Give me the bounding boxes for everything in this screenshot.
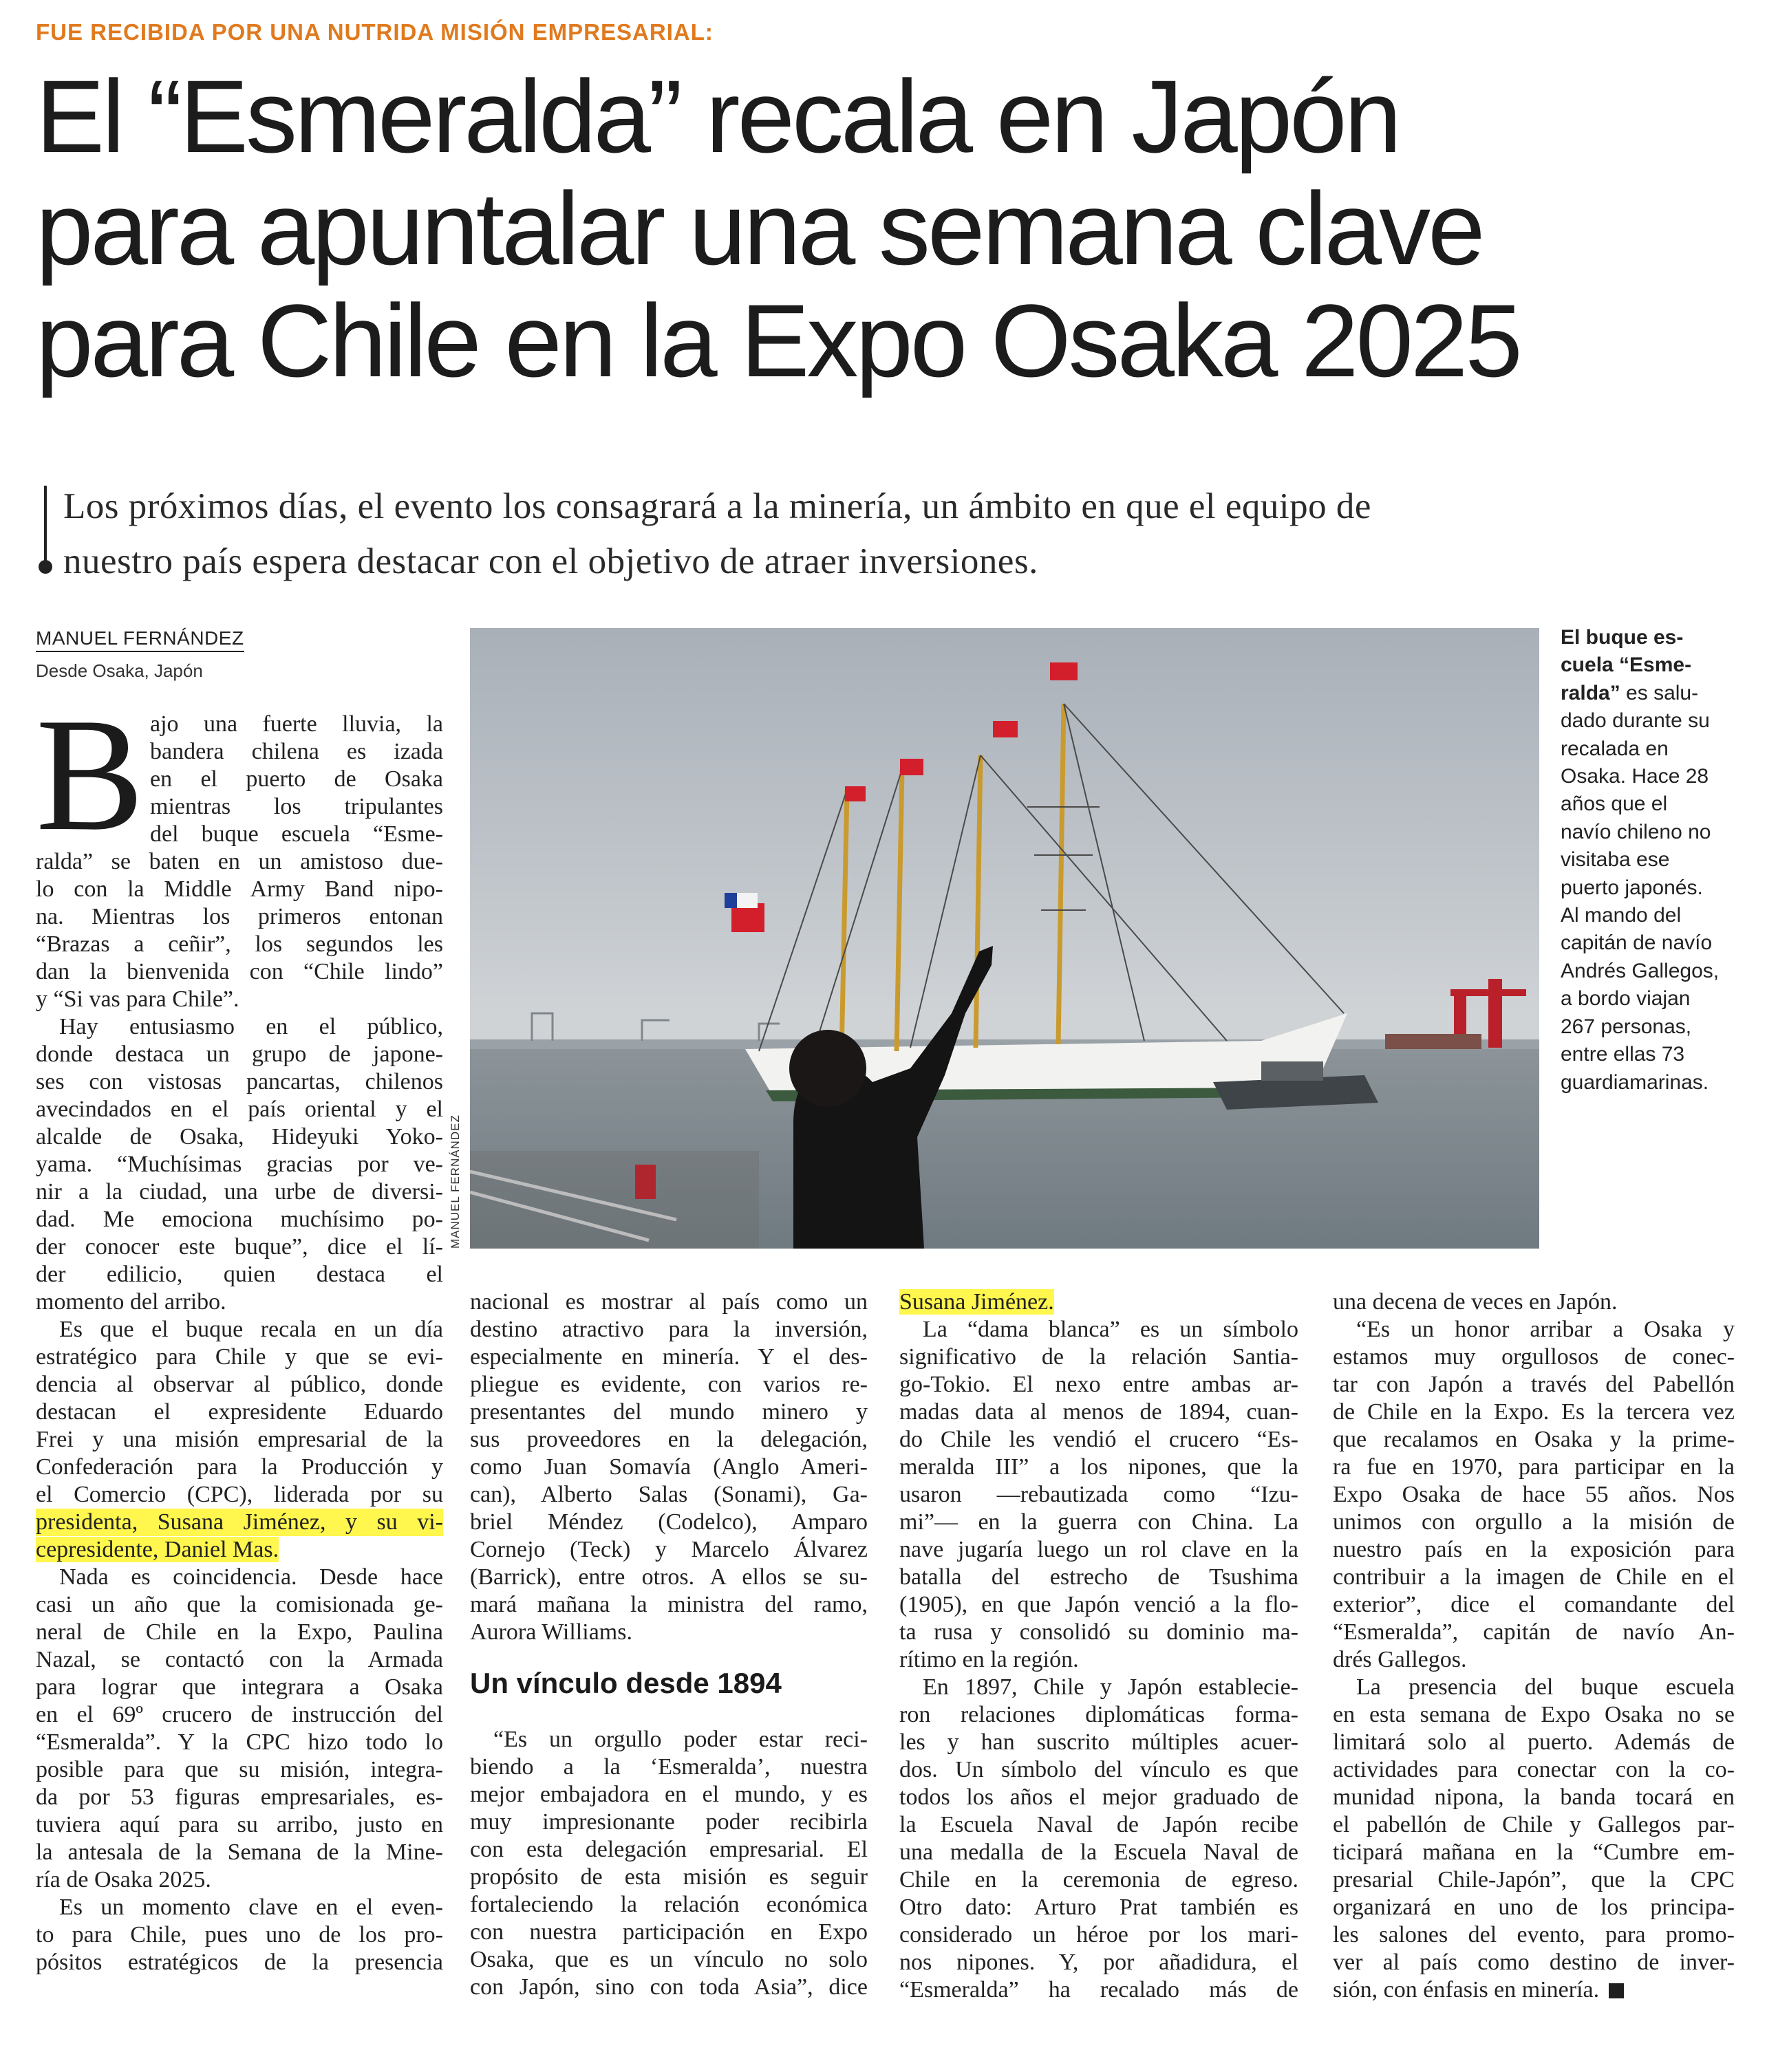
body-line: biendo a la ‘Esmeralda’, nuestra: [470, 1754, 868, 1780]
headline-line: para apuntalar una semana clave: [36, 171, 1483, 286]
body-line: ra fue en 1970, para participar en la: [1333, 1454, 1735, 1480]
body-line: batalla del estrecho de Tsushima: [899, 1564, 1298, 1590]
body-line: estamos muy orgullosos de conec-: [1333, 1344, 1735, 1370]
body-line: que recalamos en Osaka y la prime-: [1333, 1427, 1735, 1452]
body-line: y “Si vas para Chile”.: [36, 986, 239, 1012]
body-line: Confederación para la Producción y: [36, 1454, 443, 1480]
body-line: tuviera aquí para su arribo, justo en: [36, 1812, 443, 1837]
body-line: en el 69º crucero de instrucción del: [36, 1702, 443, 1727]
body-line: sión, con énfasis en minería.: [1333, 1976, 1735, 2004]
body-line: estratégico para Chile y que se evi-: [36, 1344, 443, 1370]
body-line: con nuestra participación en Expo: [470, 1919, 868, 1945]
body-line: briel Méndez (Codelco), Amparo: [470, 1509, 868, 1535]
body-line: donde destaca un grupo de japone-: [36, 1042, 443, 1067]
caption-line: ralda” es salu-: [1561, 681, 1699, 704]
body-line: na. Mientras los primeros entonan: [36, 904, 443, 929]
body-line: avecindados en el país oriental y el: [36, 1097, 443, 1122]
column-1-top: [150, 711, 443, 848]
body-line: con esta delegación empresarial. El: [470, 1837, 868, 1862]
caption-line: recalada en: [1561, 737, 1669, 760]
body-line: mi”— en la guerra con China. La: [899, 1509, 1298, 1535]
body-line: como Juan Somavía (Anglo Ameri-: [470, 1454, 868, 1480]
body-line: bandera chilena es izada: [150, 739, 443, 764]
body-line: ta rusa y consolidó su dominio ma-: [899, 1619, 1298, 1645]
body-line: mará mañana la ministra del ramo,: [470, 1592, 868, 1617]
body-line: usaron —rebautizada como “Izu-: [899, 1482, 1298, 1507]
body-line: yama. “Muchísimas gracias por ve-: [36, 1152, 443, 1177]
body-line: la antesala de la Semana de la Mine-: [36, 1839, 443, 1865]
body-line: madas data al menos de 1894, cuan-: [899, 1399, 1298, 1425]
ship-photo-illustration: [470, 628, 1539, 1249]
body-line: Nada es coincidencia. Desde hace: [59, 1564, 443, 1590]
body-line: una medalla de la Escuela Naval de: [899, 1839, 1298, 1865]
body-line: tar con Japón a través del Pabellón: [1333, 1372, 1735, 1397]
body-line: ría de Osaka 2025.: [36, 1867, 211, 1892]
body-line: “Esmeralda”. Y la CPC hizo todo lo: [36, 1729, 443, 1755]
body-line: ticipará mañana en la “Cumbre em-: [1333, 1839, 1735, 1865]
body-line: les salones del evento, para promo-: [1333, 1922, 1735, 1947]
body-line: especialmente en minería. Y el des-: [470, 1344, 868, 1370]
caption-line: a bordo viajan: [1561, 987, 1691, 1011]
body-line: der conocer este buque”, dice el lí-: [36, 1234, 443, 1260]
body-line: unimos con orgullo a la misión de: [1333, 1509, 1735, 1535]
highlighted-name: Susana Jiménez.: [899, 1289, 1054, 1315]
body-line: todos los años el mejor graduado de: [899, 1784, 1298, 1810]
body-line: Es un momento clave en el even-: [59, 1895, 443, 1920]
body-line: ralda” se baten en un amistoso due-: [36, 849, 443, 874]
body-line: rítimo en la región.: [899, 1647, 1079, 1672]
caption-line: entre ellas 73: [1561, 1043, 1685, 1066]
caption-line: visitaba ese: [1561, 848, 1670, 872]
caption-line: capitán de navío: [1561, 931, 1713, 955]
body-line: del buque escuela “Esme-: [150, 821, 443, 847]
body-line: muy impresionante poder recibirla: [470, 1809, 868, 1835]
headline-line: El “Esmeralda” recala en Japón: [36, 58, 1400, 174]
headline-line: para Chile en la Expo Osaka 2025: [36, 283, 1520, 398]
body-line: Expo Osaka de hace 55 años. Nos: [1333, 1482, 1735, 1507]
body-line: nacional es mostrar al país como un: [470, 1289, 868, 1315]
body-line: cepresidente, Daniel Mas.: [36, 1537, 279, 1562]
byline-place: Desde Osaka, Japón: [36, 660, 203, 681]
byline-author: MANUEL FERNÁNDEZ: [36, 627, 244, 652]
caption-line: dado durante su: [1561, 709, 1710, 733]
body-line: Hay entusiasmo en el público,: [59, 1014, 443, 1039]
photo-caption: [1561, 624, 1746, 1097]
deck-bullet: [39, 560, 52, 574]
body-line: nos nipones. Y, por añadidura, el: [899, 1950, 1298, 1975]
body-line: considerado un héroe por los mari-: [899, 1922, 1298, 1947]
body-line: La “dama blanca” es un símbolo: [923, 1317, 1298, 1342]
body-line: propósito de esta misión es seguir: [470, 1864, 868, 1890]
body-line: mejor embajadora en el mundo, y es: [470, 1782, 868, 1807]
deck-line: nuestro país espera destacar con el objetivo de atraer inversiones.: [63, 541, 1038, 581]
body-line: de Chile en la Expo. Es la tercera vez: [1333, 1399, 1735, 1425]
body-line: “Es un honor arribar a Osaka y: [1356, 1317, 1735, 1342]
deck: [63, 479, 1701, 589]
column-3: [899, 1288, 1298, 2004]
body-line: con Japón, sino con toda Asia”, dice: [470, 1974, 868, 2000]
body-line: presentantes del mundo minero y: [470, 1399, 868, 1425]
body-line: una decena de veces en Japón.: [1333, 1289, 1618, 1315]
body-line: Frei y una misión empresarial de la: [36, 1427, 443, 1452]
body-line: “Es un orgullo poder estar reci-: [493, 1727, 868, 1752]
body-line: [899, 1288, 1298, 1316]
body-line: (1905), en que Japón venció a la flo-: [899, 1592, 1298, 1617]
body-line: can), Alberto Salas (Sonami), Ga-: [470, 1482, 868, 1507]
highlighted-line: presidenta, Susana Jiménez, y su vi-: [36, 1509, 443, 1535]
photo-credit: MANUEL FERNÁNDEZ: [449, 1114, 462, 1249]
body-line: go-Tokio. El nexo entre ambas ar-: [899, 1372, 1298, 1397]
column-2: [470, 1288, 868, 2001]
body-line: meralda III” a los nipones, que la: [899, 1454, 1298, 1480]
body-line: ajo una fuerte lluvia, la: [150, 711, 443, 737]
body-line: drés Gallegos.: [1333, 1647, 1467, 1672]
body-line: dencia al observar al público, donde: [36, 1372, 443, 1397]
body-line: en el puerto de Osaka: [150, 766, 443, 792]
caption-line: Osaka. Hace 28: [1561, 765, 1709, 788]
body-line: exterior”, dice el comandante del: [1333, 1592, 1735, 1617]
body-line: ses con vistosas pancartas, chilenos: [36, 1069, 443, 1094]
body-line: pliegue es evidente, con varios re-: [470, 1372, 868, 1397]
body-line: Chile en la ceremonia de egreso.: [899, 1867, 1298, 1892]
body-line: (Barrick), entre otros. A ellos se su-: [470, 1564, 868, 1590]
caption-line: años que el: [1561, 792, 1668, 816]
body-line: casi un año que la comisionada ge-: [36, 1592, 443, 1617]
body-line: destino atractivo para la inversión,: [470, 1317, 868, 1342]
body-line: limitará solo al puerto. Además de: [1333, 1729, 1735, 1755]
body-line: ver al país como destino de inver-: [1333, 1950, 1735, 1975]
caption-line: Al mando del: [1561, 904, 1682, 927]
caption-line: 267 personas,: [1561, 1015, 1692, 1038]
body-line: Otro dato: Arturo Prat también es: [899, 1895, 1298, 1920]
body-line: “Esmeralda”, capitán de navío An-: [1333, 1619, 1735, 1645]
body-line: do Chile les vendió el crucero “Es-: [899, 1427, 1298, 1452]
body-line: contribuir a la imagen de Chile en el: [1333, 1564, 1735, 1590]
body-line: lo con la Middle Army Band nipo-: [36, 876, 443, 902]
body-line: presarial Chile-Japón”, que la CPC: [1333, 1867, 1735, 1892]
ship-photo: [470, 628, 1539, 1249]
body-line: mientras los tripulantes: [150, 794, 443, 819]
body-line: sus proveedores en la delegación,: [470, 1427, 868, 1452]
body-line: neral de Chile en la Expo, Paulina: [36, 1619, 443, 1645]
body-line: alcalde de Osaka, Hideyuki Yoko-: [36, 1124, 443, 1150]
body-line: en esta semana de Expo Osaka no se: [1333, 1702, 1735, 1727]
body-line: Aurora Williams.: [470, 1619, 632, 1645]
body-line: La presencia del buque escuela: [1356, 1674, 1735, 1700]
body-line: el Comercio (CPC), liderada por su: [36, 1482, 443, 1507]
body-line: momento del arribo.: [36, 1289, 226, 1315]
end-of-article-mark: [1609, 1983, 1624, 1998]
body-line: para lograr que integrara a Osaka: [36, 1674, 443, 1700]
body-line: pósitos estratégicos de la presencia: [36, 1950, 443, 1975]
body-line: posible para que su misión, integra-: [36, 1757, 443, 1782]
body-line: ron relaciones diplomáticas forma-: [899, 1702, 1298, 1727]
body-line: “Esmeralda” ha recalado más de: [899, 1977, 1298, 2003]
deck-rule: [44, 486, 47, 568]
caption-line: puerto japonés.: [1561, 876, 1703, 899]
body-line: “Brazas a ceñir”, los segundos les: [36, 931, 443, 957]
body-line: fortaleciendo la relación económica: [470, 1892, 868, 1917]
body-line: der edilicio, quien destaca el: [36, 1262, 443, 1287]
body-line: actividades para conectar con la co-: [1333, 1757, 1735, 1782]
body-line: dad. Me emociona muchísimo po-: [36, 1207, 443, 1232]
body-line: organizará en uno de los principa-: [1333, 1895, 1735, 1920]
body-line: Osaka, que es un vínculo no solo: [470, 1947, 868, 1972]
caption-line: Andrés Gallegos,: [1561, 959, 1720, 982]
column-4: [1333, 1288, 1735, 2004]
subhead: Un vínculo desde 1894: [470, 1667, 782, 1699]
body-line: dos. Un símbolo del vínculo es que: [899, 1757, 1298, 1782]
body-line: la Escuela Naval de Japón recibe: [899, 1812, 1298, 1837]
body-line: el pabellón de Chile y Gallegos par-: [1333, 1812, 1735, 1837]
body-line: significativo de la relación Santia-: [899, 1344, 1298, 1370]
body-line: da por 53 figuras empresariales, es-: [36, 1784, 443, 1810]
body-line: nir a la ciudad, una urbe de diversi-: [36, 1179, 443, 1205]
body-line: destacan el expresidente Eduardo: [36, 1399, 443, 1425]
body-line: munidad nipona, la banda tocará en: [1333, 1784, 1735, 1810]
caption-line: El buque es-: [1561, 626, 1684, 649]
dropcap: B: [36, 685, 144, 865]
body-line: to para Chile, pues uno de los pro-: [36, 1922, 443, 1947]
body-line: les y han suscrito múltiples acuer-: [899, 1729, 1298, 1755]
body-line: En 1897, Chile y Japón establecie-: [923, 1674, 1298, 1700]
caption-line: cuela “Esme-: [1561, 654, 1692, 677]
column-1: [36, 848, 443, 1976]
body-line: nuestro país en la exposición para: [1333, 1537, 1735, 1562]
deck-line: Los próximos días, el evento los consagrará a la minería, un ámbito en que el equipo de: [63, 486, 1371, 526]
caption-line: guardiamarinas.: [1561, 1070, 1709, 1094]
body-line: Es que el buque recala en un día: [59, 1317, 443, 1342]
body-line: nave jugaría luego un rol clave en la: [899, 1537, 1298, 1562]
headline: [36, 58, 1728, 398]
body-line: dan la bienvenida con “Chile lindo”: [36, 959, 443, 984]
kicker: FUE RECIBIDA POR UNA NUTRIDA MISIÓN EMPRESARIAL:: [36, 19, 714, 45]
body-line: Nazal, se contactó con la Armada: [36, 1647, 443, 1672]
caption-line: navío chileno no: [1561, 820, 1711, 843]
byline: [36, 627, 242, 682]
body-line: Cornejo (Teck) y Marcelo Álvarez: [470, 1537, 868, 1562]
